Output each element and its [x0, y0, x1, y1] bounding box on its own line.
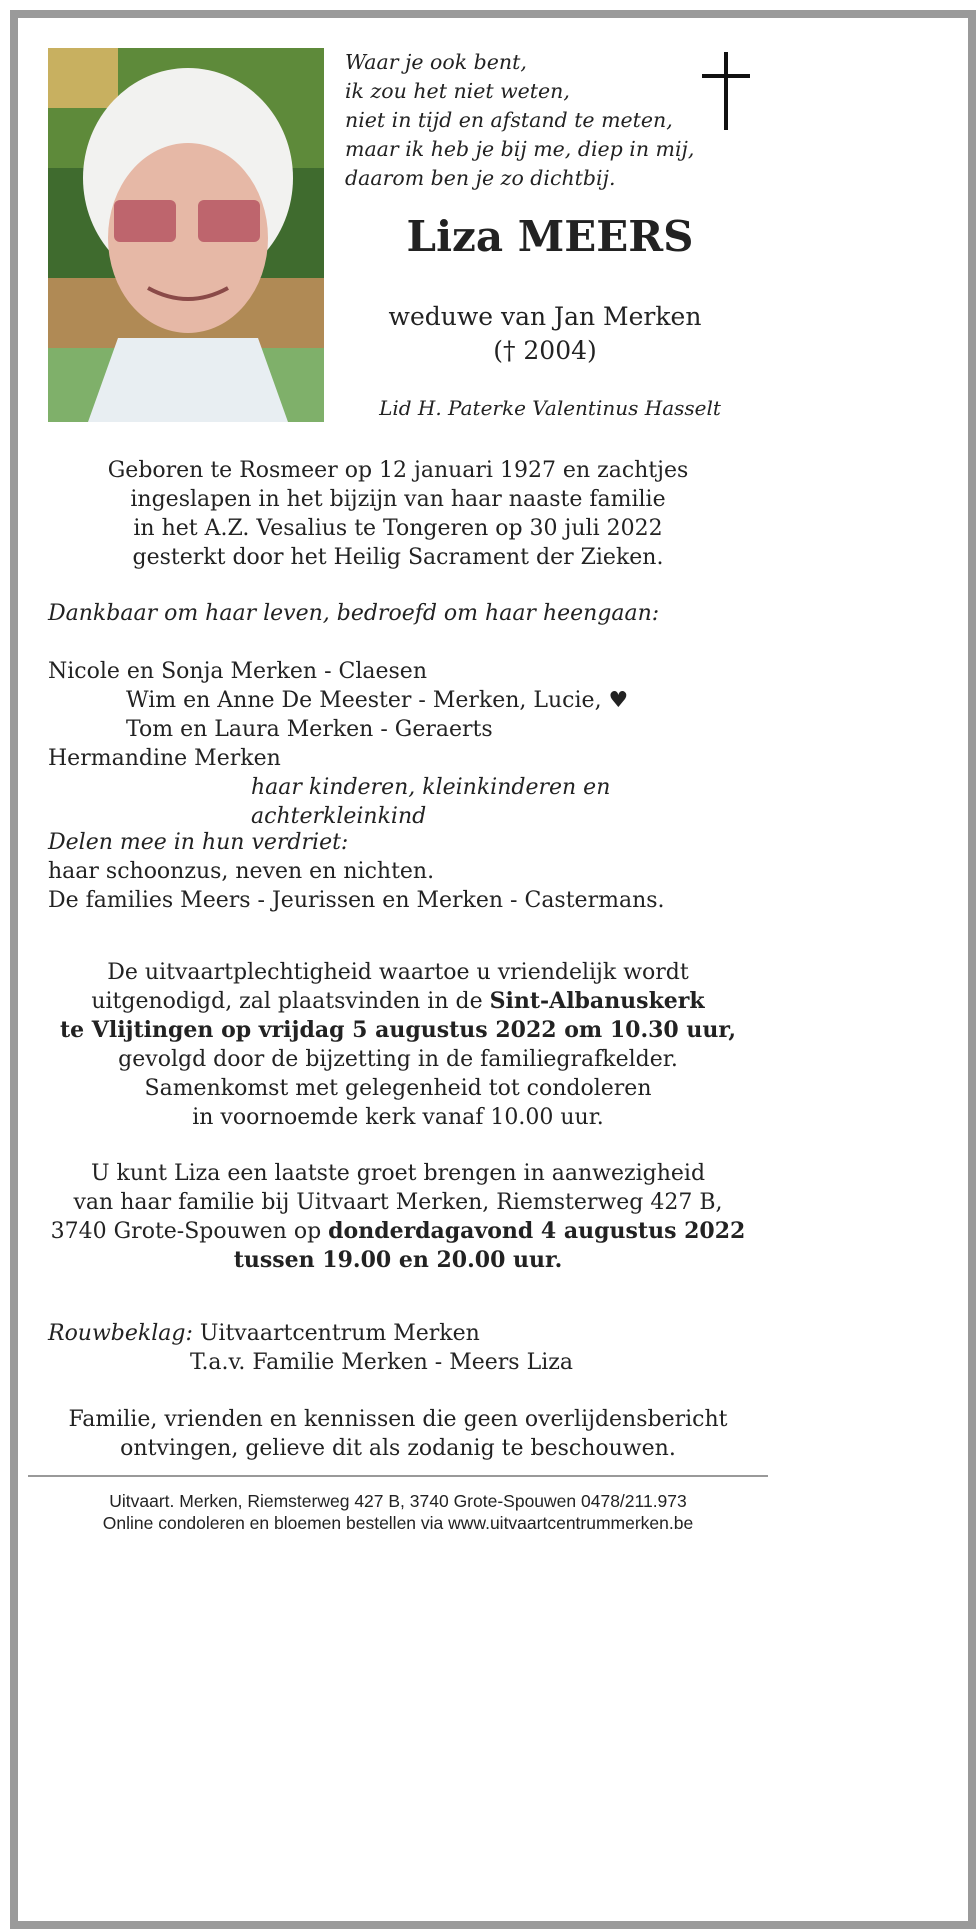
- family-line: Nicole en Sonja Merken - Claesen: [48, 659, 427, 684]
- birth-text: [48, 456, 748, 572]
- visit-time: tussen 19.00 en 20.00 uur.: [233, 1247, 563, 1273]
- cross-icon: [702, 52, 750, 130]
- condolence-line: T.a.v. Familie Merken - Meers Liza: [190, 1350, 573, 1375]
- footer: [28, 1490, 768, 1534]
- notice-line: Familie, vrienden en kennissen die geen overlijdensbericht: [68, 1407, 728, 1432]
- birth-line: ingeslapen in het bijzijn van haar naaste familie: [130, 487, 666, 512]
- membership: Lid H. Paterke Valentinus Hasselt: [379, 396, 721, 420]
- poem-line: niet in tijd en afstand te meten,: [345, 108, 673, 132]
- poem-line: ik zou het niet weten,: [345, 79, 570, 103]
- funeral-section: [48, 958, 748, 1132]
- funeral-line: uitgenodigd, zal plaatsvinden in de: [91, 989, 490, 1014]
- notice-line: ontvingen, gelieve dit als zodanig te beschouwen.: [120, 1436, 676, 1461]
- family-line: Wim en Anne De Meester - Merken, Lucie, ♥: [126, 688, 629, 713]
- condolence-section: [48, 1319, 748, 1377]
- notice-section: [48, 1405, 748, 1463]
- grateful-heading: Dankbaar om haar leven, bedroefd om haar heengaan:: [48, 601, 660, 626]
- visit-line: 3740 Grote-Spouwen op: [50, 1219, 329, 1244]
- condolence-line: Uitvaartcentrum Merken: [192, 1321, 480, 1346]
- poem-line: maar ik heb je bij me, diep in mij,: [345, 137, 695, 161]
- birth-line: gesterkt door het Heilig Sacrament der Zieken.: [132, 545, 664, 570]
- poem-line: daarom ben je zo dichtbij.: [345, 166, 616, 190]
- funeral-date: te Vlijtingen op vrijdag 5 augustus 2022 om 10.30 uur,: [59, 1017, 737, 1043]
- church-name: Sint-Albanuskerk: [489, 988, 705, 1014]
- funeral-line: De uitvaartplechtigheid waartoe u vriendelijk wordt: [107, 960, 689, 985]
- funeral-line: in voornoemde kerk vanaf 10.00 uur.: [192, 1105, 604, 1130]
- funeral-line: gevolgd door de bijzetting in de familiegrafkelder.: [118, 1047, 678, 1072]
- deceased-name: Liza MEERS: [406, 212, 694, 261]
- footer-line: Online condoleren en bloemen bestellen via www.uitvaartcentrummerken.be: [102, 1513, 694, 1533]
- family-line: Hermandine Merken: [48, 746, 281, 771]
- birth-line: Geboren te Rosmeer op 12 januari 1927 en zachtjes: [107, 458, 689, 483]
- visit-line: van haar familie bij Uitvaart Merken, Riemsterweg 427 B,: [73, 1190, 723, 1215]
- widow-year: († 2004): [493, 336, 597, 365]
- funeral-line: Samenkomst met gelegenheid tot condoleren: [144, 1076, 652, 1101]
- visit-date: donderdagavond 4 augustus 2022: [328, 1218, 746, 1244]
- family-list: [48, 657, 748, 831]
- widow-line: weduwe van Jan Merken: [388, 302, 702, 331]
- visit-section: [48, 1159, 748, 1275]
- share-heading: Delen mee in hun verdriet:: [48, 830, 349, 855]
- share-line: De families Meers - Jeurissen en Merken - Castermans.: [48, 888, 665, 913]
- footer-divider: [28, 1475, 768, 1477]
- visit-line: U kunt Liza een laatste groet brengen in aanwezigheid: [90, 1161, 706, 1186]
- share-line: haar schoonzus, neven en nichten.: [48, 859, 435, 884]
- share-section: [48, 828, 748, 915]
- portrait-photo: [48, 48, 324, 422]
- family-relation: haar kinderen, kleinkinderen en achterkleinkind: [251, 775, 611, 829]
- footer-line: Uitvaart. Merken, Riemsterweg 427 B, 3740 Grote-Spouwen 0478/211.973: [109, 1491, 687, 1511]
- poem-line: Waar je ook bent,: [345, 50, 527, 74]
- birth-line: in het A.Z. Vesalius te Tongeren op 30 juli 2022: [133, 516, 663, 541]
- condolence-label: Rouwbeklag:: [48, 1321, 193, 1346]
- family-line: Tom en Laura Merken - Geraerts: [126, 717, 493, 742]
- widow-info: [345, 300, 745, 368]
